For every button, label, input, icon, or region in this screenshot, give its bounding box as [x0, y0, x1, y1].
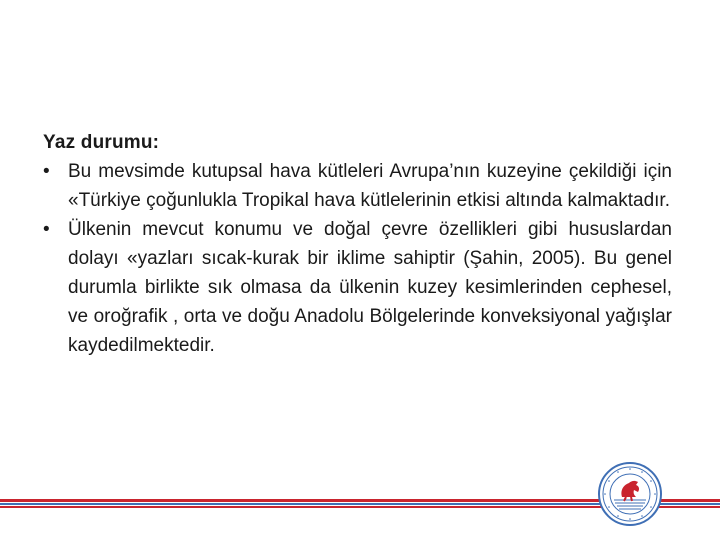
slide-content [43, 128, 672, 360]
slide-heading: Yaz durumu: [43, 132, 160, 153]
bullet-icon: • [43, 219, 50, 240]
bullet-item [43, 215, 672, 360]
university-seal-icon [598, 462, 662, 526]
bullet-text: Bu mevsimde kutupsal hava kütleleri Avrupa’nın kuzeyine çekildiği için «Türkiye çoğunlukla Tropikal hava kütlelerinin etkisi altında kalmaktadır. [68, 161, 672, 211]
bullet-item [43, 157, 672, 215]
bullet-icon: • [43, 161, 50, 182]
bullet-text: Ülkenin mevcut konumu ve doğal çevre özellikleri gibi hususlardan dolayı «yazları sıcak-kurak bir iklime sahiptir (Şahin, 2005). Bu genel durumla birlikte sık olmasa da ülkenin kuzey kesimlerinden cephesel, ve oroğrafik , orta ve doğu Anadolu Bölgelerinde konveksiyonal yağışlar kaydedilmektedir. [68, 219, 672, 356]
bullet-list [43, 157, 672, 360]
